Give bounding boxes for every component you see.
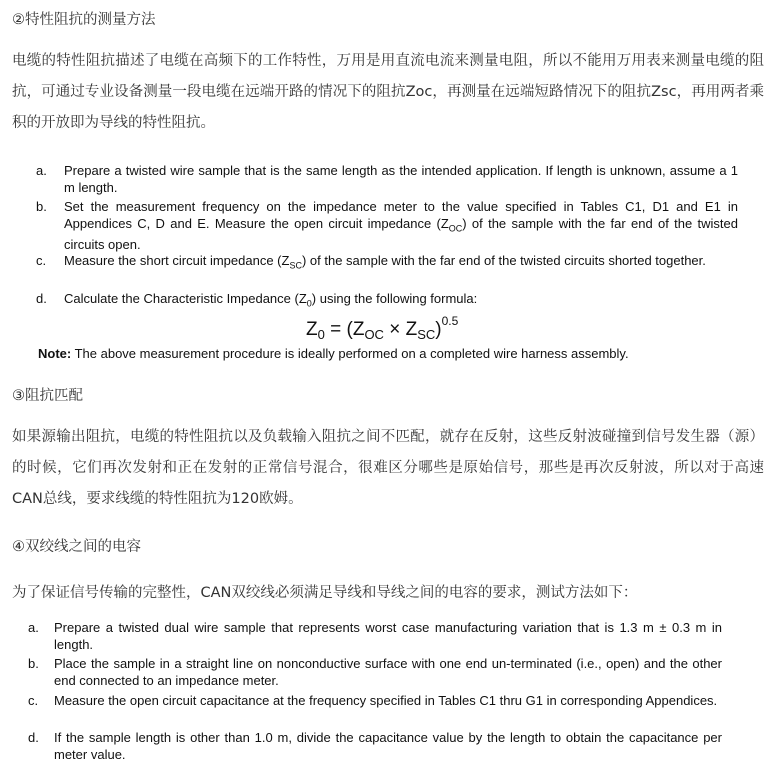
step-text: Place the sample in a straight line on nonconductive surface with one end un-terminated (i.e., open) and the other end connected to an impedance meter.: [54, 656, 722, 688]
step-label: c.: [28, 693, 39, 708]
step-text: Measure the short circuit impedance $(Z_{SC})$ of the sample with the far end of the twisted circuits shorted together.: [64, 253, 706, 271]
section-2-heading: ②特性阻抗的测量方法: [12, 12, 156, 28]
section-4-heading: ④双绞线之间的电容: [12, 539, 141, 555]
step-text: Measure the open circuit capacitance at the frequency specified in Tables C1 thru G1 in corresponding Appendices.: [54, 693, 718, 708]
section-3-paragraph: 如果源输出阻抗，电缆的特性阻抗以及负载输入阻抗之间不匹配，就存在反射，这些反射波碰撞到信号发生器（源）的时候，它们再次发射和正在发射的正常信号混合，很难区分哪些是原始信号，那些是再次反射波，所以对于高速CAN总线，要求线缆的特性阻抗为120欧姆。: [12, 429, 764, 507]
step-label: d.: [28, 730, 39, 745]
step-label: a.: [28, 620, 39, 635]
impedance-formula: $Z_0 = (Z_{OC} \times Z_{SC})^{0.5}$: [306, 314, 459, 342]
step-label: b.: [28, 656, 39, 671]
step-text: If the sample length is other than 1.0 m, divide the capacitance value by the length to obtain the capacitance per meter value.: [54, 730, 722, 762]
step-label: b.: [36, 199, 47, 214]
section-4-paragraph: 为了保证信号传输的完整性，CAN双绞线必须满足导线和导线之间的电容的要求，测试方法如下：: [12, 585, 638, 601]
step-label: d.: [36, 291, 47, 306]
measurement-note: Note: The above measurement procedure is ideally performed on a completed wire harness assembly.: [38, 346, 629, 361]
step-text: Prepare a twisted wire sample that is the same length as the intended application. If length is unknown, assume a 1 m length.: [64, 163, 738, 195]
step-text: Prepare a twisted dual wire sample that represents worst case manufacturing variation that is 1.3 m ± 0.3 m in length.: [54, 620, 722, 652]
section-2-paragraph: 电缆的特性阻抗描述了电缆在高频下的工作特性，万用是用直流电流来测量电阻，所以不能用万用表来测量电缆的阻抗，可通过专业设备测量一段电缆在远端开路的情况下的阻抗Zoc，再测量在远端短路情况下的阻抗Zsc，再用两者乘积的开放即为导线的特性阻抗。: [12, 53, 764, 131]
section-3-heading: ③阻抗匹配: [12, 388, 83, 404]
step-label: a.: [36, 163, 47, 178]
step-text: Set the measurement frequency on the impedance meter to the value specified in Tables C1, D1 and E1 in Appendices C, D and E. Measure the open circuit impedance $(Z_{OC})$ of the sample with the far end of the twisted circuits open.: [64, 199, 738, 252]
step-text: Calculate the Characteristic Impedance $(Z_0)$ using the following formula:: [64, 291, 478, 309]
step-label: c.: [36, 253, 47, 268]
